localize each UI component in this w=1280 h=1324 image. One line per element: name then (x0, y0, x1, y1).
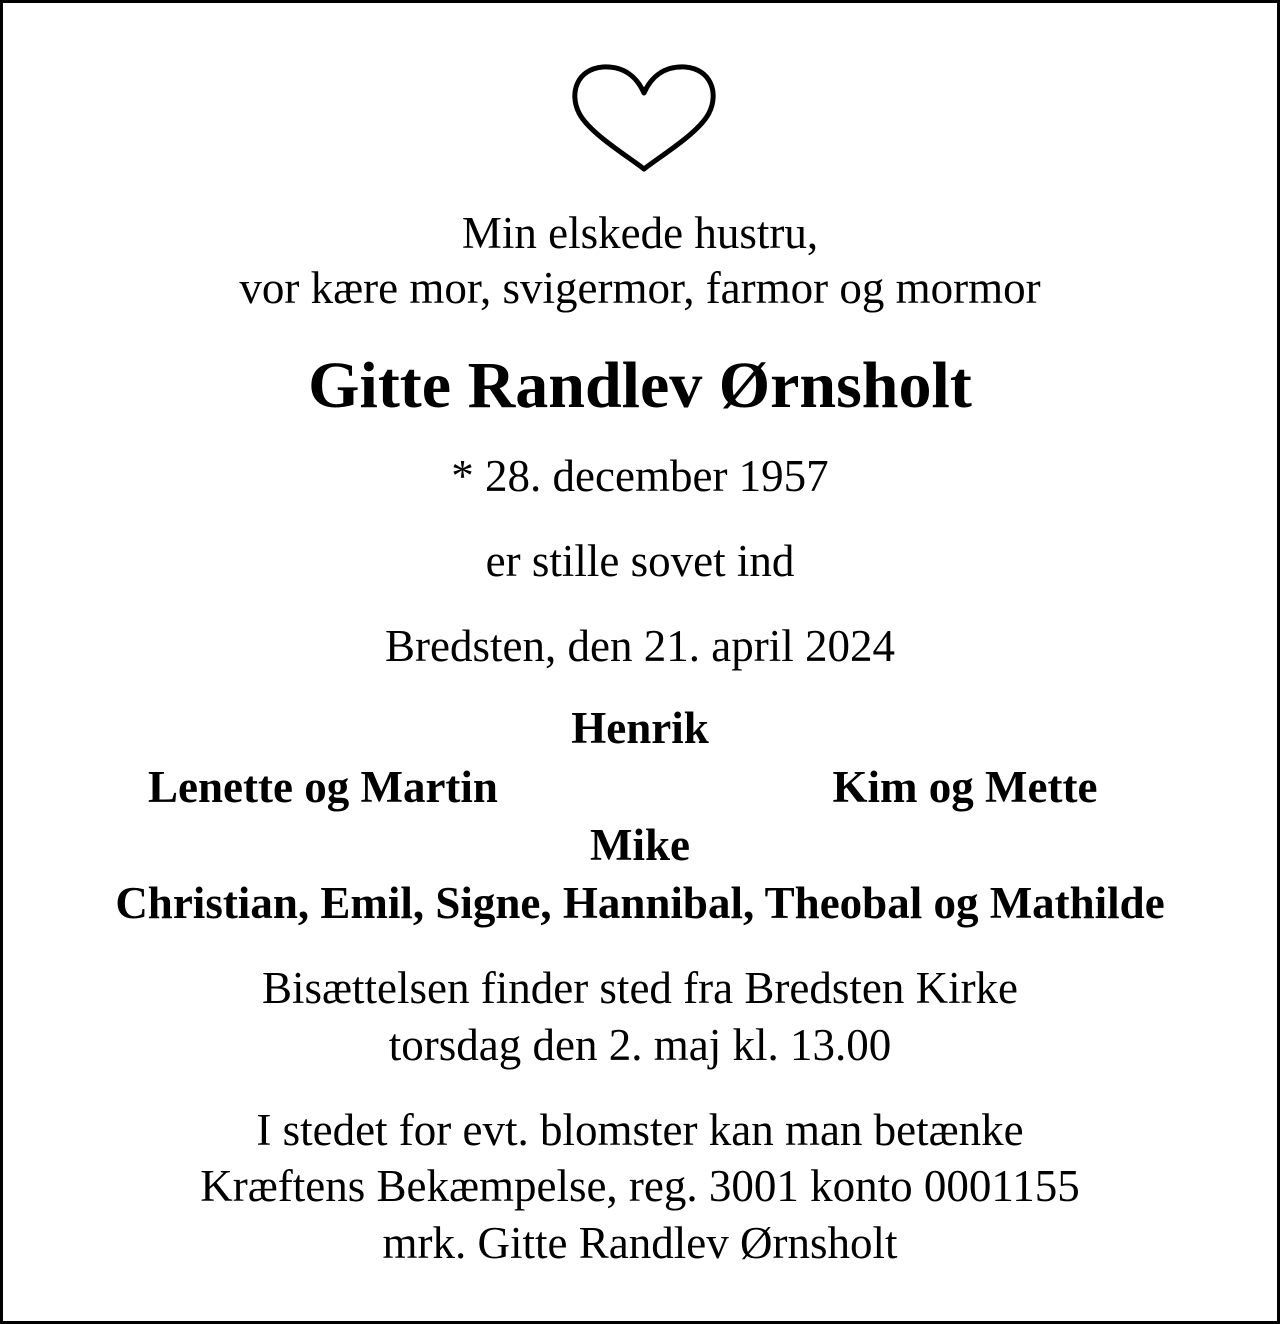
place-date: Bredsten, den 21. april 2024 (385, 621, 895, 671)
donation-line-1: I stedet for evt. blomster kan man betænke (256, 1105, 1024, 1155)
funeral-line-1: Bisættelsen finder sted fra Bredsten Kirke (261, 963, 1019, 1013)
intro-line-2: vor kære mor, svigermor, farmor og mormor (239, 263, 1041, 313)
family-right: Kim og Mette (832, 762, 1098, 812)
family-other: Mike (590, 820, 690, 870)
deceased-name: Gitte Randlev Ørnsholt (308, 349, 972, 422)
donation-line-3: mrk. Gitte Randlev Ørnsholt (382, 1218, 898, 1268)
birth-date: * 28. december 1957 (451, 451, 829, 501)
family-spouse: Henrik (571, 703, 709, 753)
passed-text: er stille sovet ind (485, 536, 795, 586)
funeral-line-2: torsdag den 2. maj kl. 13.00 (388, 1020, 892, 1070)
donation-line-2: Kræftens Bekæmpelse, reg. 3001 konto 0001155 (200, 1161, 1080, 1211)
intro-line-1: Min elskede hustru, (461, 208, 819, 258)
heart-icon (569, 63, 719, 175)
family-left: Lenette og Martin (148, 762, 498, 812)
family-grandchildren: Christian, Emil, Signe, Hannibal, Theobal og Mathilde (115, 878, 1165, 928)
